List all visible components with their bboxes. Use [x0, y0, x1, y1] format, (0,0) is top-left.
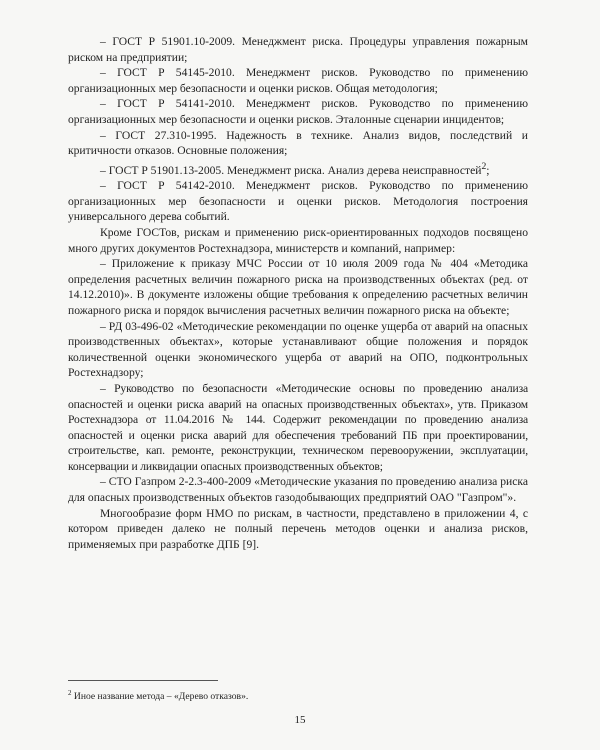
paragraph-intro: Кроме ГОСТов, рискам и применению риск-ориентированных подходов посвящено много других документов Ростехнадзора, министерств и компаний, например:	[68, 225, 528, 255]
list-item-text: – ГОСТ Р 51901.13-2005. Менеджмент риска. Анализ дерева неисправностей	[100, 163, 482, 177]
list-item-sto-gazprom: – СТО Газпром 2-2.3-400-2009 «Методические указания по проведению анализа риска для опасных производственных объектов газодобывающих предприятий ОАО "Газпром"».	[68, 475, 528, 505]
list-item-gost-51901-13	[68, 159, 528, 178]
footnote-reference: 2	[481, 160, 487, 172]
list-item-mchs-404: – Приложение к приказу МЧС России от 10 июля 2009 года № 404 «Методика определения расчетных величин пожарного риска на производственных объектах (ред. от 14.12.2010)». В документе изложены общие требования к определению расчетных величин пожарного риска и порядок вычисления расчетных величин пожарного риска на объекте;	[68, 257, 528, 317]
footnote-text: Иное название метода – «Дерево отказов».	[73, 691, 249, 703]
list-item-safety-guide: – Руководство по безопасности «Методические основы по проведению анализа опасностей и оценки риска аварий на опасных производственных объектах», утв. Приказом Ростехнадзора от 11.04.2016 № 144. Содержит рекомендации по проведению анализа опасностей и оценки риска аварий для обеспечения требований ПБ при проектировании, строительстве, кап. ремонте, реконструкции, техническом перевооружении, эксплуатации, консервации и ликвидации опасных производственных объектов;	[68, 381, 528, 473]
list-item-tail: ;	[486, 163, 490, 177]
list-item-gost-54142: – ГОСТ Р 54142-2010. Менеджмент рисков. Руководство по применению организационных мер безопасности и оценки рисков. Методология построения универсального дерева событий.	[68, 179, 528, 224]
list-item-rd-03-496-02: – РД 03-496-02 «Методические рекомендации по оценке ущерба от аварий на опасных производственных объектах», которые устанавливают общие положения и порядок количественной оценки экономического ущерба от аварий на ОПО, подконтрольных Ростехнадзору;	[68, 319, 528, 380]
body-text	[68, 34, 528, 552]
list-item-gost-54141: – ГОСТ Р 54141-2010. Менеджмент рисков. Руководство по применению организационных мер безопасности и оценки рисков. Эталонные сценарии инцидентов;	[68, 97, 528, 126]
list-item-gost-27-310: – ГОСТ 27.310-1995. Надежность в технике. Анализ видов, последствий и критичности отказов. Основные положения;	[68, 128, 528, 158]
page-number: 15	[294, 714, 306, 726]
list-item-gost-54145: – ГОСТ Р 54145-2010. Менеджмент рисков. Руководство по применению организационных мер безопасности и оценки рисков. Общая методология;	[68, 66, 528, 95]
footnote-divider	[68, 680, 218, 681]
paragraph-conclusion: Многообразие форм НМО по рискам, в частности, представлено в приложении 4, с котором приведен далеко не полный перечень методов оценки и анализа рисков, применяемых при разработке ДПБ [9].	[68, 506, 528, 551]
list-item-gost-51901-10: – ГОСТ Р 51901.10-2009. Менеджмент риска. Процедуры управления пожарным риском на предприятии;	[68, 35, 528, 64]
footnote	[68, 687, 528, 703]
footnote-mark: 2	[68, 689, 72, 697]
